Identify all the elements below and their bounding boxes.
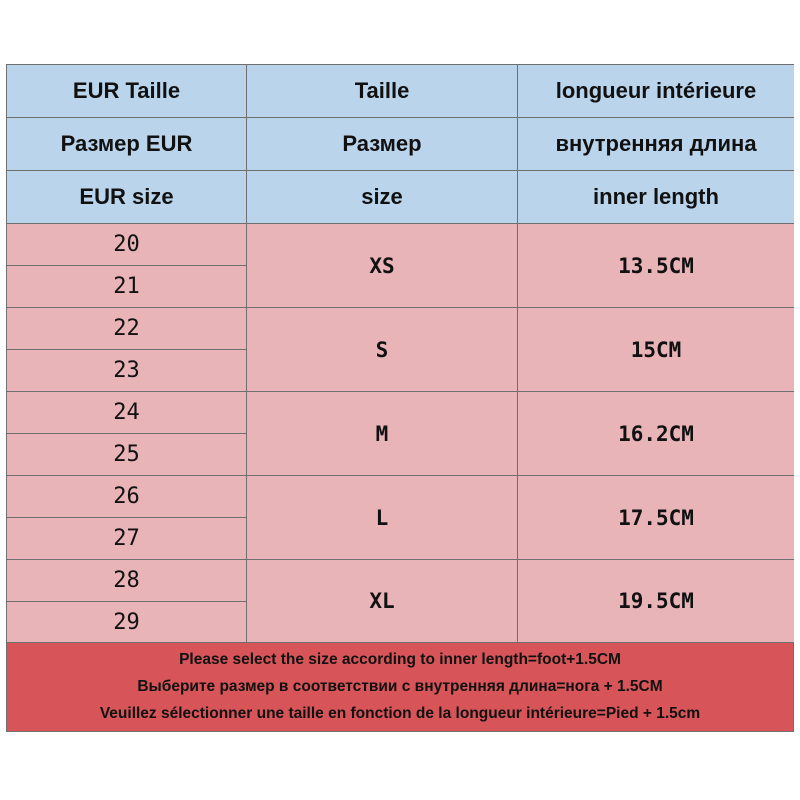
size-cell: XL [247, 560, 518, 643]
length-cell: 16.2CM [518, 392, 794, 476]
length-cell: 17.5CM [518, 476, 794, 560]
header-length-en: inner length [518, 171, 794, 224]
size-cell: S [247, 308, 518, 392]
header-length-ru: внутренняя длина [518, 118, 794, 171]
size-chart-table [6, 64, 794, 732]
eur-size-cell: 21 [7, 266, 247, 308]
eur-size-cell: 28 [7, 560, 247, 602]
header-eur-ru: Размер EUR [7, 118, 247, 171]
length-cell: 13.5CM [518, 224, 794, 308]
length-cell: 15CM [518, 308, 794, 392]
size-cell: L [247, 476, 518, 560]
eur-size-cell: 20 [7, 224, 247, 266]
instruction-fr: Veuillez sélectionner une taille en fonction de la longueur intérieure=Pied + 1.5cm [99, 704, 701, 722]
size-instructions [7, 643, 793, 731]
eur-size-cell: 24 [7, 392, 247, 434]
eur-size-cell: 22 [7, 308, 247, 350]
header-size-en: size [247, 171, 518, 224]
header-length-fr: longueur intérieure [518, 65, 794, 118]
eur-size-cell: 26 [7, 476, 247, 518]
header-size-fr: Taille [247, 65, 518, 118]
size-cell: XS [247, 224, 518, 308]
eur-size-cell: 25 [7, 434, 247, 476]
size-cell: M [247, 392, 518, 476]
length-cell: 19.5CM [518, 560, 794, 643]
instruction-ru: Выберите размер в соответствии с внутренняя длина=нога + 1.5CM [137, 677, 663, 695]
header-size-ru: Размер [247, 118, 518, 171]
eur-size-cell: 29 [7, 602, 247, 643]
eur-size-cell: 27 [7, 518, 247, 560]
eur-size-cell: 23 [7, 350, 247, 392]
header-eur-en: EUR size [7, 171, 247, 224]
instruction-en: Please select the size according to inner length=foot+1.5CM [179, 651, 621, 669]
header-eur-fr: EUR Taille [7, 65, 247, 118]
